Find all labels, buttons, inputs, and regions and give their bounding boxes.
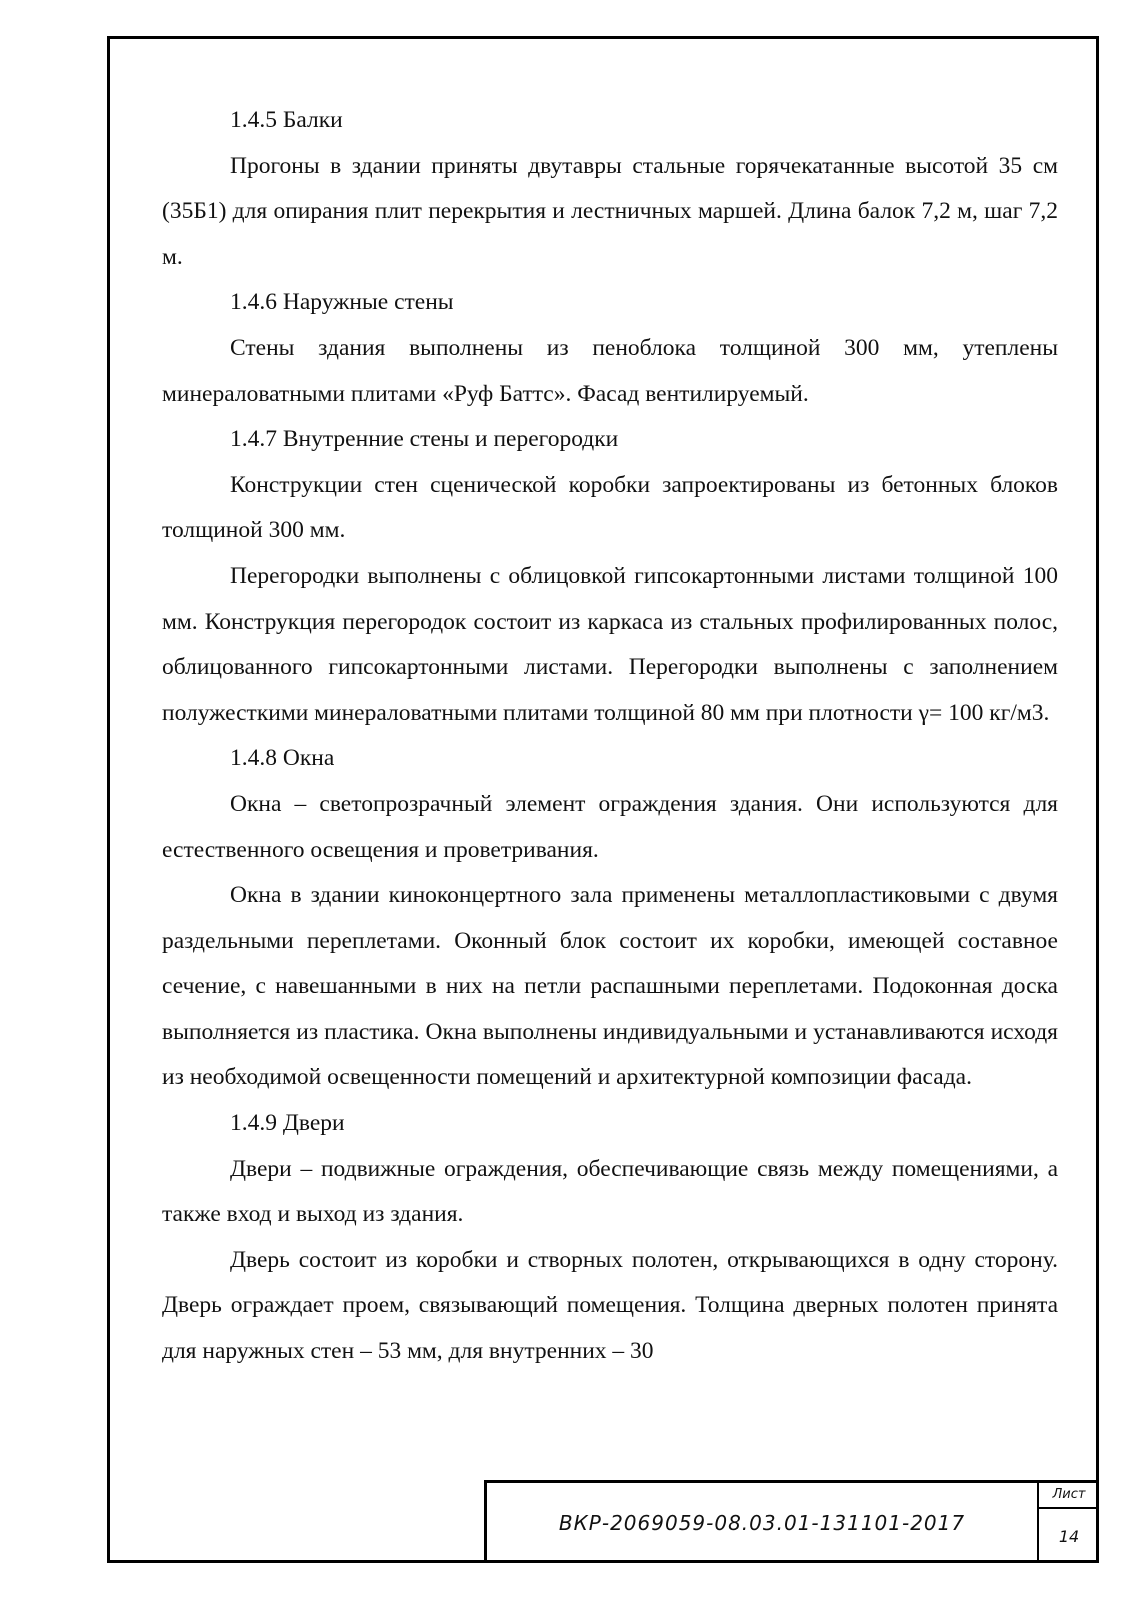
section-heading: 1.4.8 Окна	[230, 745, 335, 772]
title-block-stamp	[484, 1480, 1099, 1563]
paragraph: Прогоны в здании приняты двутавры стальные горячекатанные высотой 35 см (35Б1) для опирания плит перекрытия и лестничных маршей. Длина балок 7,2 м, шаг 7,2 м.	[162, 152, 1058, 270]
document-body	[162, 98, 1058, 1375]
paragraph: Стены здания выполнены из пеноблока толщиной 300 мм, утеплены минераловатными плитами «Руф Баттс». Фасад вентилируемый.	[162, 334, 1058, 407]
sheet-number: 14	[1058, 1526, 1080, 1546]
paragraph: Двери – подвижные ограждения, обеспечивающие связь между помещениями, а также вход и выход из здания.	[162, 1155, 1058, 1228]
paragraph: Окна – светопрозрачный элемент ограждения здания. Они используются для естественного освещения и проветривания.	[162, 790, 1058, 863]
section-heading: 1.4.7 Внутренние стены и перегородки	[230, 426, 619, 453]
paragraph: Перегородки выполнены с облицовкой гипсокартонными листами толщиной 100 мм. Конструкция перегородок состоит из каркаса из стальных профилированных полос, облицованного гипсокартонными листами. Перегородки выполнены с заполнением полужесткими минераловатными плитами толщиной 80 мм при плотности γ= 100 кг/м3.	[162, 562, 1058, 726]
paragraph: Конструкции стен сценической коробки запроектированы из бетонных блоков толщиной 300 мм.	[162, 471, 1058, 544]
paragraph: Окна в здании киноконцертного зала применены металлопластиковыми с двумя раздельными переплетами. Оконный блок состоит их коробки, имеющей составное сечение, с навешанными в них на петли распашными переплетами. Подоконная доска выполняется из пластика. Окна выполнены индивидуальными и устанавливаются исходя из необходимой освещенности помещений и архитектурной композиции фасада.	[162, 882, 1058, 1091]
paragraph: Дверь состоит из коробки и створных полотен, открывающихся в одну сторону. Дверь ограждает проем, связывающий помещения. Толщина дверных полотен принята для наружных стен – 53 мм, для внутренних – 30	[162, 1246, 1058, 1365]
sheet-label: Лист	[1039, 1483, 1099, 1509]
section-heading: 1.4.6 Наружные стены	[230, 289, 454, 316]
section-heading: 1.4.9 Двери	[230, 1110, 345, 1137]
sheet-cell	[1037, 1483, 1099, 1563]
section-heading: 1.4.5 Балки	[230, 107, 343, 133]
document-code: ВКР-2069059-08.03.01-131101-2017	[558, 1511, 966, 1535]
